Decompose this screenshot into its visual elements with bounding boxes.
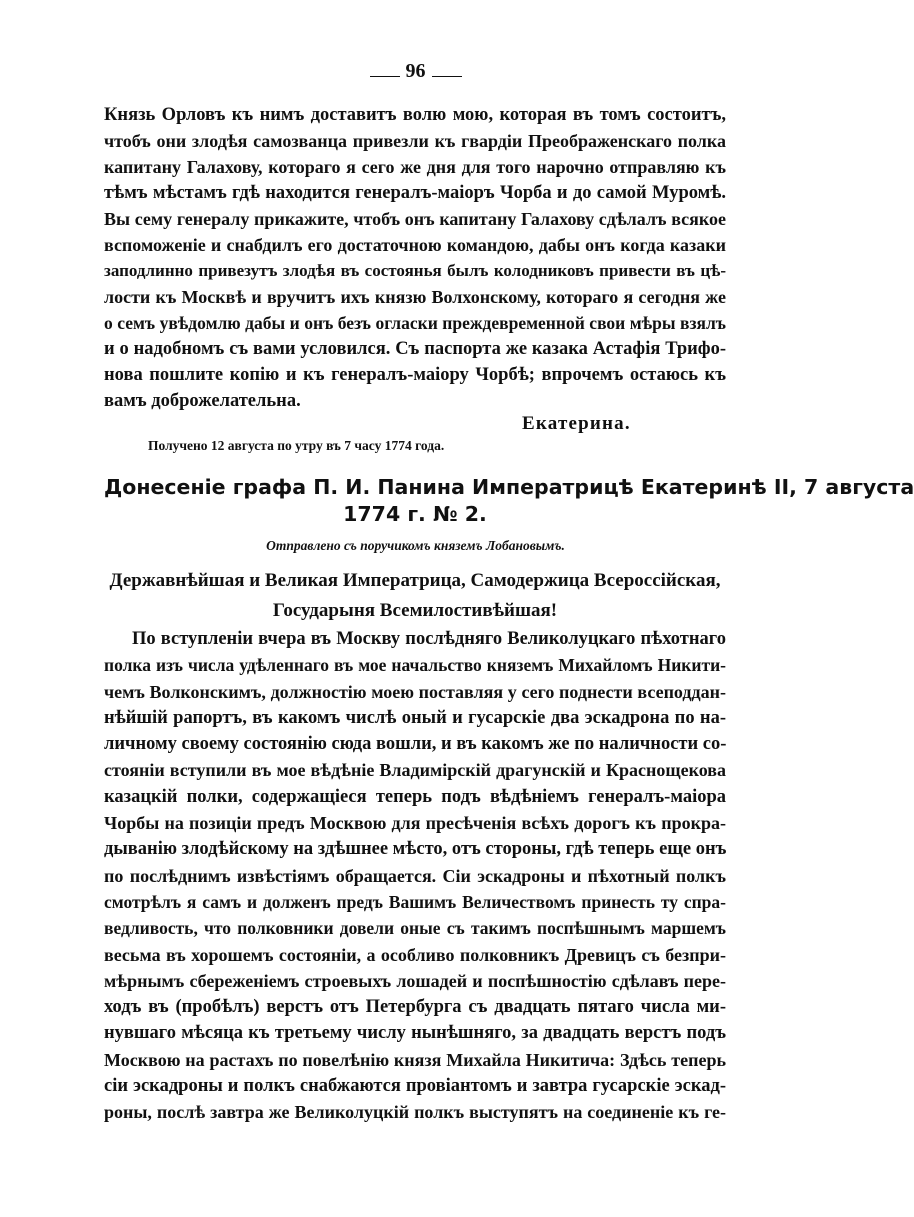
report-line: мѣрнымъ сбереженіемъ строевыхъ лошадей и поспѣшностію сдѣлавъ пере- [104, 970, 726, 991]
letter-line: лости къ Москвѣ и вручитъ ихъ князю Волхонскому, котораго я сегодня же [104, 287, 726, 307]
letter-line: заподлинно привезутъ злодѣя въ состоянья былъ колодниковъ привести въ цѣ- [104, 261, 726, 280]
signature: Екатерина. [522, 413, 631, 434]
report-line: сіи эскадроны и полкъ снабжаются провіантомъ и завтра гусарскіе эскад- [104, 1076, 726, 1097]
report-line: по послѣднимъ извѣстіямъ обращается. Сіи эскадроны и пѣхотный полкъ [104, 865, 726, 886]
letter-line: и о надобномъ съ вами условился. Съ паспорта же казака Астафія Трифо- [104, 339, 726, 359]
report-line: По вступленіи вчера въ Москву послѣдняго Великолуцкаго пѣхотнаго [132, 629, 726, 649]
report-line: личному своему состоянію сюда вошли, и въ какомъ же по наличности со- [104, 734, 727, 755]
report-line: стояніи вступили въ мое вѣдѣніе Владимірскій драгунскій и Краснощекова [104, 760, 726, 781]
report-line: ходъ въ (пробѣлъ) верстъ отъ Петербурга съ двадцать пятаго числа ми- [104, 997, 726, 1018]
report-body [104, 626, 726, 1126]
report-line: ведливость, что полковники довели оные съ такимъ поспѣшнымъ маршемъ [104, 918, 726, 939]
letter-line: Вы сему генералу прикажите, чтобъ онъ капитану Галахову сдѣлалъ всякое [104, 209, 726, 229]
report-line: нувшаго мѣсяца къ третьему числу нынѣшняго, за двадцать верстъ подъ [104, 1023, 726, 1044]
letter-line: вспоможеніе и снабдилъ его достаточною командою, дабы онъ когда казаки [104, 235, 726, 255]
report-line: казацкій полки, содержащіеся теперь подъ вѣдѣніемъ генералъ-маіора [104, 786, 726, 807]
letter-line: вамъ доброжелательна. [104, 391, 301, 411]
letter-line: капитану Галахову, котораго я сего же дня для того нарочно отправляю къ [104, 157, 726, 177]
received-note: Получено 12 августа по утру въ 7 часу 1774 года. [148, 438, 445, 453]
sent-note: Отправлено съ поручикомъ княземъ Лобановымъ. [266, 538, 565, 553]
page-number-rule-left [370, 76, 400, 77]
salutation-line: Государыня Всемилостивѣйшая! [272, 600, 558, 621]
report-line: Чорбы на позиціи предъ Москвою для пресѣченія всѣхъ дорогъ къ прокра- [104, 813, 726, 834]
salutation-line: Державнѣйшая и Великая Императрица, Самодержица Всероссійская, [109, 570, 721, 591]
letter-line: тѣмъ мѣстамъ гдѣ находится генералъ-маіоръ Чорба и до самой Муромѣ. [104, 183, 726, 203]
report-title [104, 474, 914, 528]
letter-line: о семъ увѣдомлю дабы и онъ безъ огласки преждевременной свои мѣры взялъ [104, 313, 726, 333]
report-line: дыванію злодѣйскому на здѣшнее мѣсто, отъ стороны, гдѣ теперь еще онъ [104, 839, 727, 860]
report-line: Москвою на растахъ по повелѣнію князя Михайла Никитича: Здѣсь теперь [104, 1049, 726, 1070]
salutation [104, 566, 726, 626]
page-number-rule-right [432, 76, 462, 77]
report-line: полка изъ числа удѣленнаго въ мое начальство княземъ Михайломъ Никити- [104, 655, 726, 676]
report-line: чемъ Волконскимъ, должностію моею поставляя у сего поднести всеподдан- [104, 681, 726, 702]
letter-line: чтобъ они злодѣя самозванца привезли къ гвардіи Преображенскаго полка [104, 131, 726, 151]
page-number: 96 [0, 60, 831, 83]
report-title-line: 1774 г. № 2. [343, 502, 487, 526]
letter-body [104, 102, 726, 414]
report-line: весьма въ хорошемъ состояніи, а особливо полковникъ Древицъ съ безпри- [104, 944, 726, 965]
report-title-line: Донесеніе графа П. И. Панина Императрицѣ Екатеринѣ II, 7 августа [104, 475, 914, 499]
letter-line: Князь Орловъ къ нимъ доставитъ волю мою, которая въ томъ состоитъ, [104, 105, 726, 125]
report-line: смотрѣлъ я самъ и долженъ предъ Вашимъ Величествомъ принесть ту спра- [104, 891, 726, 912]
letter-line: нова пошлите копію и къ генералъ-маіору Чорбѣ; впрочемъ остаюсь къ [104, 365, 726, 385]
report-line: роны, послѣ завтра же Великолуцкій полкъ выступятъ на соединеніе къ ге- [104, 1102, 726, 1123]
report-line: нѣйшій рапортъ, въ какомъ числѣ оный и гусарскіе два эскадрона по на- [104, 707, 726, 728]
